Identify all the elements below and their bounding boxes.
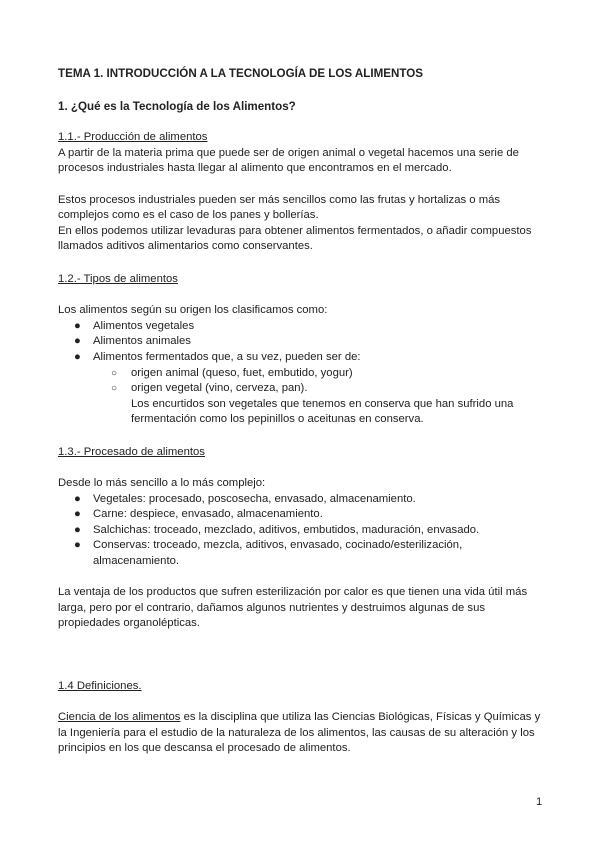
- paragraph: En ellos podemos utilizar levaduras para obtener alimentos fermentados, o añadir compuestos llamados aditivos alimentarios como conservantes.: [58, 224, 532, 253]
- fermented-sublist: [93, 366, 548, 428]
- processing-list: [58, 492, 548, 570]
- defined-term: Ciencia de los alimentos: [58, 711, 181, 724]
- bullet-icon: ●: [74, 350, 81, 363]
- definition-paragraph: Ciencia de los alimentos es la disciplina que utiliza las Ciencias Biológicas, Físicas y Químicas y la Ingeniería para el estudio de la naturaleza de los alimentos, las causas de su alteración y los principios en los que descansa el procesado de alimentos.: [58, 711, 541, 755]
- document-title: TEMA 1. INTRODUCCIÓN A LA TECNOLOGÍA DE LOS ALIMENTOS: [58, 67, 423, 80]
- section-1-1-heading: 1.1.- Producción de alimentos: [58, 131, 208, 144]
- bullet-icon: ●: [74, 539, 81, 552]
- section-1-3-heading: 1.3.- Procesado de alimentos: [58, 445, 205, 458]
- circle-bullet-icon: ○: [111, 383, 118, 395]
- bullet-icon: ●: [74, 523, 81, 536]
- document-page: [58, 66, 548, 757]
- list-item: ● Alimentos animales: [58, 334, 548, 350]
- page-number: 1: [536, 796, 543, 808]
- list-item: ● Salchichas: troceado, mezclado, aditivos, embutidos, maduración, envasado.: [58, 523, 548, 539]
- list-item: ● Carne: despiece, envasado, almacenamiento.: [58, 507, 548, 523]
- paragraph: Desde lo más sencillo a lo más complejo:: [58, 477, 266, 490]
- bullet-icon: ●: [74, 508, 81, 521]
- bullet-icon: ●: [74, 492, 81, 505]
- paragraph: A partir de la materia prima que puede ser de origen animal o vegetal hacemos una serie de procesos industriales hasta llegar al alimento que encontramos en el mercado.: [58, 146, 519, 175]
- paragraph: La ventaja de los productos que sufren esterilización por calor es que tienen una vida útil más larga, pero por el contrario, dañamos algunos nutrientes y destruimos algunas de sus propiedades organolépticas.: [58, 586, 528, 630]
- paragraph: Los alimentos según su origen los clasificamos como:: [58, 304, 328, 317]
- list-item: ○ origen animal (queso, fuet, embutido, yogur): [93, 366, 548, 382]
- bullet-icon: ●: [74, 319, 81, 332]
- list-item: ● Vegetales: procesado, poscosecha, envasado, almacenamiento.: [58, 492, 548, 508]
- bullet-icon: ●: [74, 335, 81, 348]
- pickles-note: Los encurtidos son vegetales que tenemos en conserva que han sufrido una fermentación como los pepinillos o aceitunas en conserva.: [131, 397, 514, 426]
- list-item: ● Alimentos fermentados que, a su vez, pueden ser de: ○ origen animal (queso, fuet, embutido, yogur) ○ origen vegetal (vino, cerveza, pan). Los encurtidos son vegetales que tenemos en conserva que han sufrido una fermentación como los pepinillos o aceitunas en conserva.: [58, 350, 548, 428]
- list-item: ○ origen vegetal (vino, cerveza, pan). Los encurtidos son vegetales que tenemos en conserva que han sufrido una fermentación como los pepinillos o aceitunas en conserva.: [111, 382, 514, 426]
- list-item: ● Conservas: troceado, mezcla, aditivos, envasado, cocinado/esterilización, almacenamiento.: [74, 539, 463, 568]
- section-1-heading: 1. ¿Qué es la Tecnología de los Alimentos?: [58, 99, 296, 113]
- section-1-4-heading: 1.4 Definiciones.: [58, 680, 142, 692]
- food-types-list: [58, 319, 548, 428]
- section-1-2-heading: 1.2.- Tipos de alimentos: [58, 272, 178, 285]
- circle-bullet-icon: ○: [111, 367, 118, 379]
- list-item: ● Alimentos vegetales: [58, 319, 548, 335]
- paragraph: Estos procesos industriales pueden ser más sencillos como las frutas y hortalizas o más complejos como es el caso de los panes y bollerías.: [58, 193, 501, 222]
